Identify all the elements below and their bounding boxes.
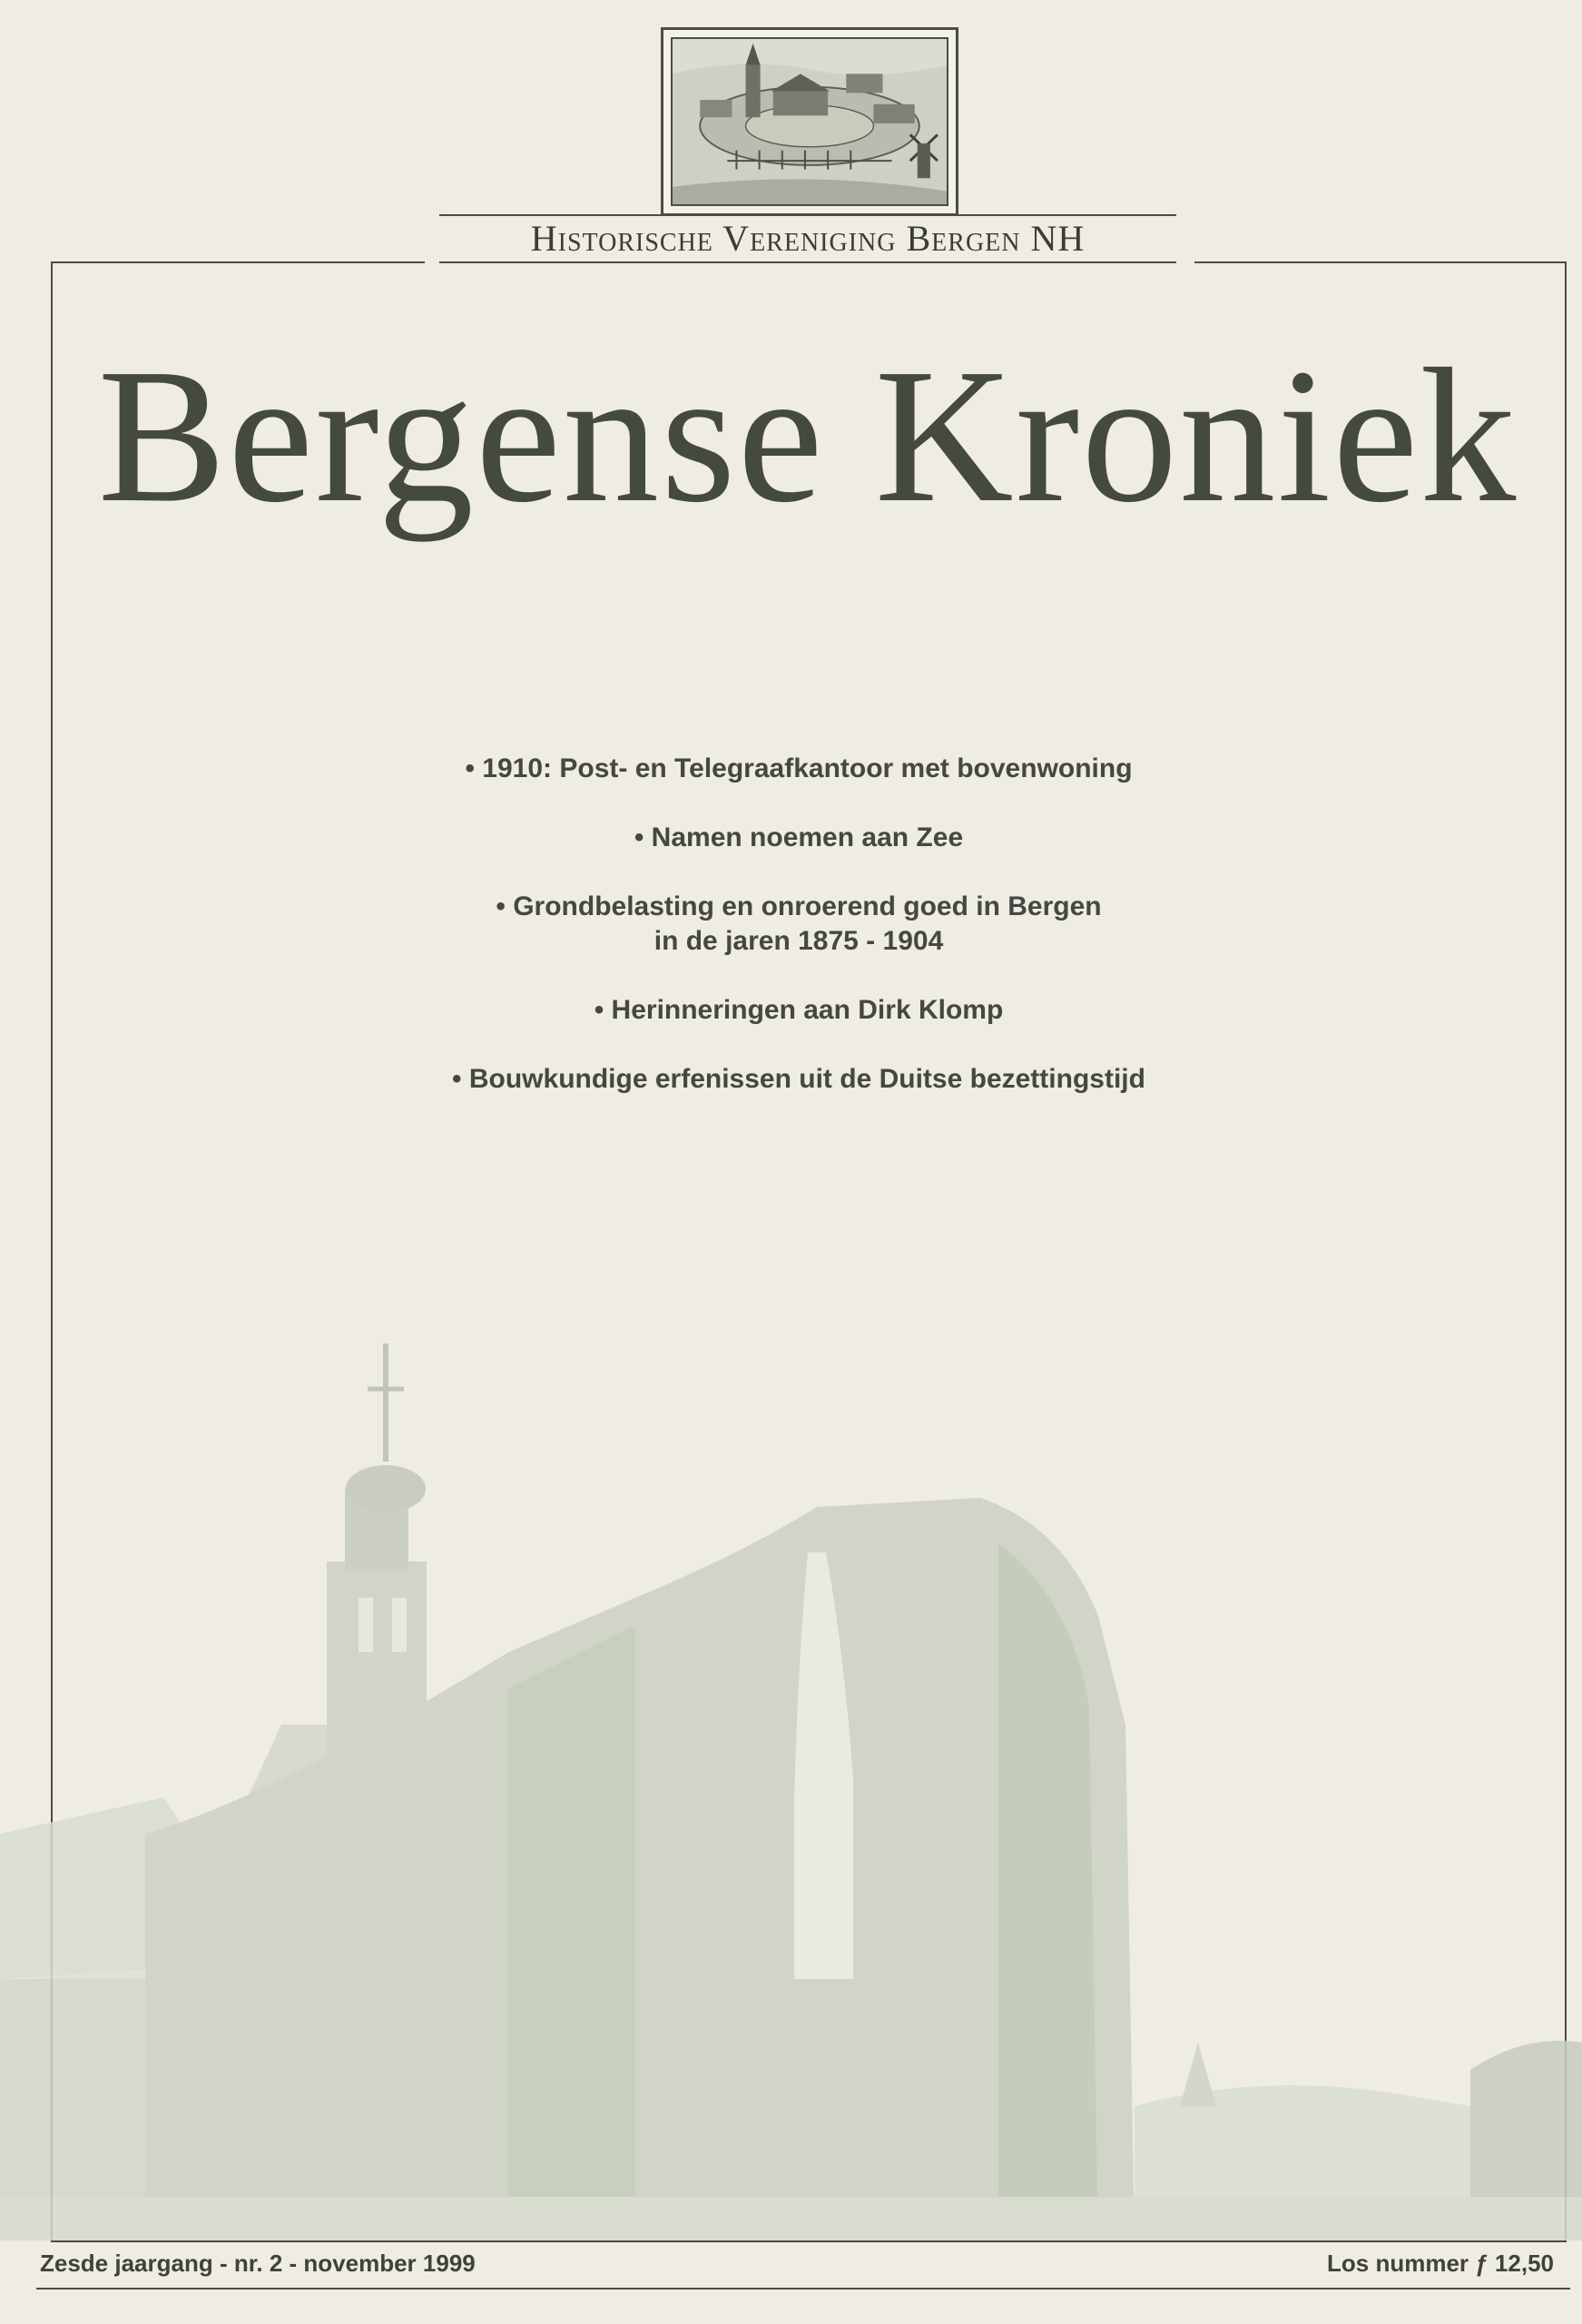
- issue-info: Zesde jaargang - nr. 2 - november 1999: [40, 2250, 476, 2277]
- table-of-contents: [272, 752, 1325, 1131]
- contents-line: • Bouwkundige erfenissen uit de Duitse bezettingstijd: [452, 1064, 1145, 1094]
- contents-line: • Namen noemen aan Zee: [634, 822, 964, 852]
- frame-top-left: [51, 261, 425, 263]
- contents-item: [272, 890, 1325, 959]
- contents-item: [272, 821, 1325, 855]
- magazine-title: Bergense Kroniek: [97, 329, 1518, 542]
- church-ruin-photo-icon: [0, 1325, 1582, 2240]
- village-engraving-icon: [671, 37, 948, 206]
- contents-line: • Herinneringen aan Dirk Klomp: [594, 995, 1004, 1025]
- price-info: Los nummer ƒ 12,50: [1327, 2250, 1554, 2277]
- society-rule-bottom: [439, 261, 1176, 263]
- frame-top-right: [1194, 261, 1567, 263]
- contents-line: in de jaren 1875 - 1904: [653, 926, 944, 956]
- contents-line: • Grondbelasting en onroerend goed in Bergen: [496, 891, 1102, 921]
- society-rule-top: [439, 214, 1176, 216]
- society-name: Historische Vereniging Bergen NH: [530, 218, 1086, 259]
- contents-line: • 1910: Post- en Telegraafkantoor met bovenwoning: [465, 753, 1133, 783]
- contents-item: [272, 1062, 1325, 1097]
- contents-item: [272, 993, 1325, 1028]
- contents-item: [272, 752, 1325, 786]
- frame-bottom: [51, 2240, 1567, 2242]
- footer-rule: [36, 2288, 1570, 2290]
- society-emblem: [661, 27, 958, 216]
